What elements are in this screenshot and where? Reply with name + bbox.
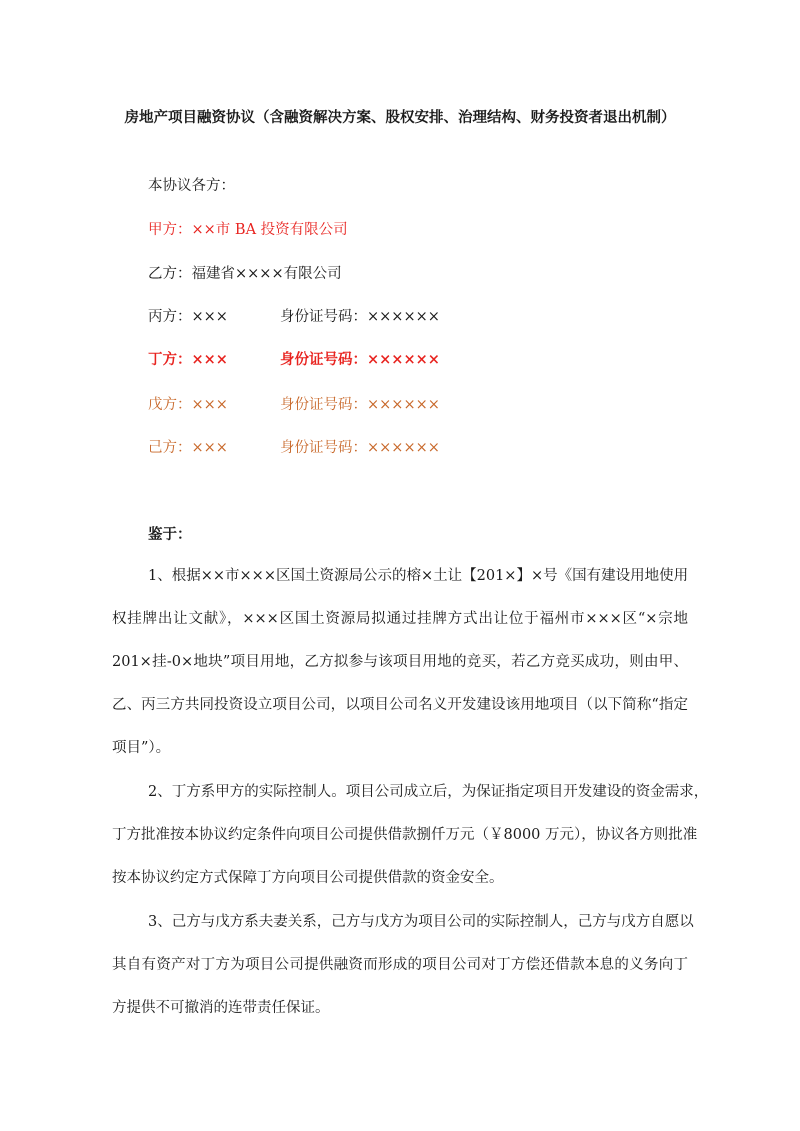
party-ding-id: 身份证号码：×××××× bbox=[280, 351, 440, 368]
whereas-heading: 鉴于： bbox=[148, 526, 192, 543]
party-jia: 甲方：××市 BA 投资有限公司 bbox=[148, 222, 348, 238]
clause-3-line: 方提供不可撤消的连带责任保证。 bbox=[112, 1000, 330, 1016]
clause-1-line: 项目”）。 bbox=[112, 740, 171, 756]
clause-1-line: 1、根据××市×××区国土资源局公示的榕×土让【201×】×号《国有建设用地使用 bbox=[148, 568, 689, 584]
parties-intro: 本协议各方： bbox=[148, 178, 235, 194]
clause-1 bbox=[112, 555, 688, 770]
party-ji-name: 己方：××× bbox=[148, 440, 228, 456]
party-wu-id: 身份证号码：×××××× bbox=[280, 397, 440, 413]
party-yi: 乙方：福建省××××有限公司 bbox=[148, 266, 342, 282]
party-ding-name: 丁方：××× bbox=[148, 351, 228, 368]
clause-1-line: 201×挂-0×地块”项目用地，乙方拟参与该项目用地的竞买，若乙方竞买成功，则由甲、 bbox=[112, 654, 688, 670]
party-ji bbox=[148, 436, 440, 457]
clause-2-line: 丁方批准按本协议约定条件向项目公司提供借款捌仟万元（￥8000 万元），协议各方则批准 bbox=[112, 827, 698, 843]
party-ding bbox=[148, 348, 440, 369]
clause-2-line: 2、丁方系甲方的实际控制人。项目公司成立后，为保证指定项目开发建设的资金需求， bbox=[148, 784, 709, 800]
clause-3 bbox=[112, 901, 694, 1030]
clause-3-line: 其自有资产对丁方为项目公司提供融资而形成的项目公司对丁方偿还借款本息的义务向丁 bbox=[112, 957, 688, 973]
party-bing-name: 丙方：××× bbox=[148, 309, 228, 325]
clause-2 bbox=[112, 771, 709, 900]
document-title: 房地产项目融资协议（含融资解决方案、股权安排、治理结构、财务投资者退出机制） bbox=[124, 109, 676, 126]
party-bing-id: 身份证号码：×××××× bbox=[280, 309, 440, 325]
party-wu bbox=[148, 393, 440, 414]
party-wu-name: 戊方：××× bbox=[148, 397, 228, 413]
party-bing bbox=[148, 305, 440, 326]
party-ji-id: 身份证号码：×××××× bbox=[280, 440, 440, 456]
clause-1-line: 权挂牌出让文献》，×××区国土资源局拟通过挂牌方式出让位于福州市×××区“×宗地 bbox=[112, 611, 688, 627]
clause-1-line: 乙、丙三方共同投资设立项目公司，以项目公司名义开发建设该用地项目（以下简称“指定 bbox=[112, 697, 688, 713]
clause-3-line: 3、己方与戊方系夫妻关系，己方与戊方为项目公司的实际控制人，己方与戊方自愿以 bbox=[148, 914, 694, 930]
clause-2-line: 按本协议约定方式保障丁方向项目公司提供借款的资金安全。 bbox=[112, 870, 504, 886]
